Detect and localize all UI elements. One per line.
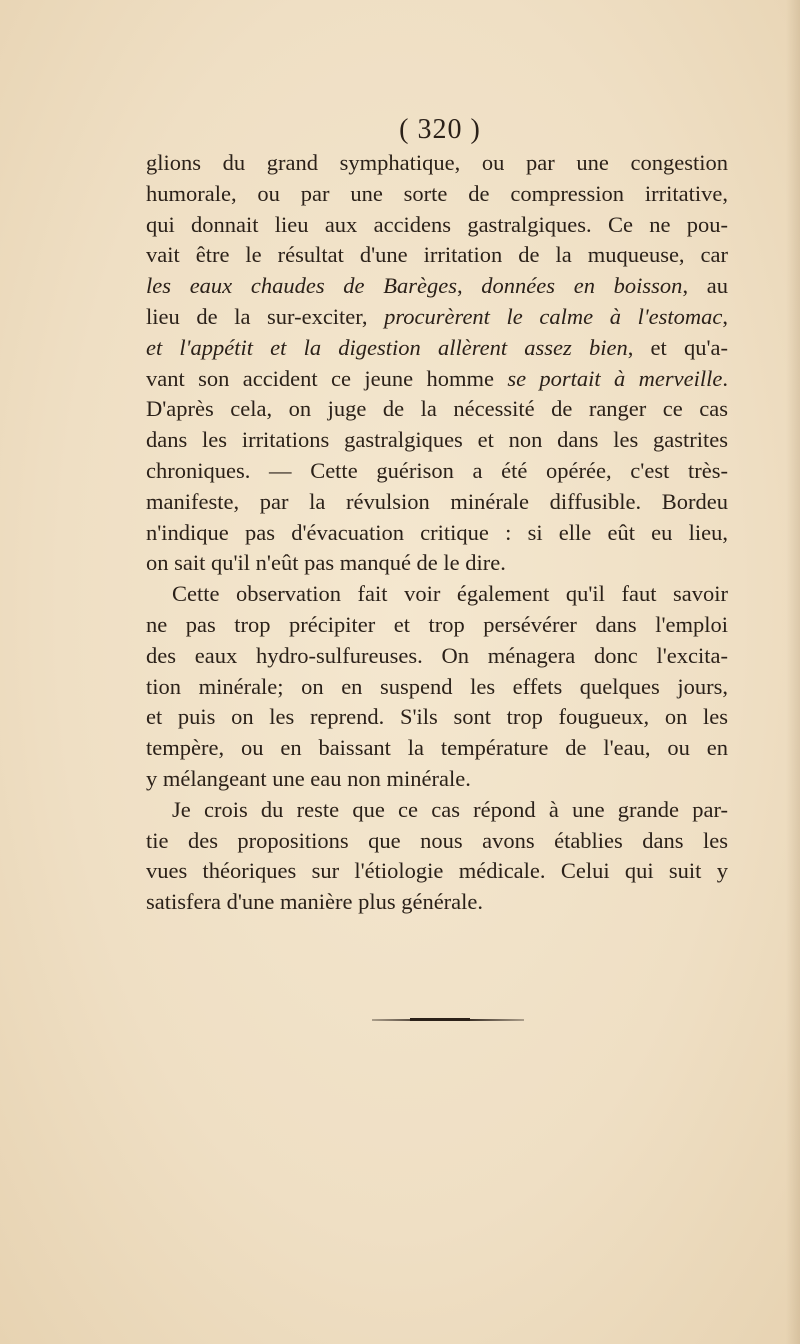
page-number: ( 320 )	[399, 114, 481, 145]
body-text	[146, 148, 728, 918]
italic-phrase: se portait à merveille	[507, 365, 723, 391]
text-line: humorale, ou par une sorte de compression irritative,	[146, 180, 728, 206]
section-divider-center	[410, 1018, 470, 1021]
text-line: dans les irritations gastralgiques et non dans les gastrites	[146, 427, 728, 453]
text-line: glions du grand symphatique, ou par une congestion	[146, 150, 728, 175]
text-line: qui donnait lieu aux accidens gastralgiques. Ce ne pou-	[146, 211, 728, 237]
text-line: tempère, ou en baissant la température de l'eau, ou en	[146, 735, 728, 761]
italic-phrase: les eaux chaudes de Barèges	[146, 273, 457, 299]
text-line: vant son accident ce jeune homme se portait à merveille.	[146, 365, 728, 391]
text-line: lieu de la sur-exciter, procurèrent le calme à l'estomac,	[146, 303, 728, 329]
text-line: y mélangeant une eau non minérale.	[146, 765, 471, 791]
page-edge-shadow	[786, 0, 800, 1344]
text-line: et l'appétit et la digestion allèrent assez bien, et qu'a-	[146, 334, 728, 360]
text-line: n'indique pas d'évacuation critique : si elle eût eu lieu,	[146, 519, 728, 545]
text-line: des eaux hydro-sulfureuses. On ménagera donc l'excita-	[146, 642, 728, 668]
italic-phrase: données en boisson	[481, 273, 683, 299]
italic-phrase: et l'appétit et la digestion allèrent assez bien	[146, 334, 628, 360]
text-line: D'après cela, on juge de la nécessité de ranger ce cas	[146, 396, 728, 422]
text-line: chroniques. — Cette guérison a été opérée, c'est très-	[146, 457, 728, 483]
text-line: Cette observation fait voir également qu'il faut savoir	[172, 581, 728, 607]
text-line: tion minérale; on en suspend les effets quelques jours,	[146, 673, 728, 699]
text-line: on sait qu'il n'eût pas manqué de le dire.	[146, 550, 506, 576]
text-line: vues théoriques sur l'étiologie médicale. Celui qui suit y	[146, 858, 728, 884]
text-line: satisfera d'une manière plus générale.	[146, 889, 484, 915]
text-line: manifeste, par la révulsion minérale diffusible. Bordeu	[146, 488, 728, 514]
text-line: Je crois du reste que ce cas répond à une grande par-	[172, 796, 728, 822]
text-line: tie des propositions que nous avons établies dans les	[146, 827, 728, 853]
italic-phrase: procurèrent le calme à l'estomac	[384, 303, 723, 329]
text-line: les eaux chaudes de Barèges, données en boisson, au	[146, 273, 728, 299]
text-line: ne pas trop précipiter et trop persévérer dans l'emploi	[146, 611, 728, 637]
text-line: vait être le résultat d'une irritation de la muqueuse, car	[146, 242, 728, 268]
text-line: et puis on les reprend. S'ils sont trop fougueux, on les	[146, 704, 728, 730]
